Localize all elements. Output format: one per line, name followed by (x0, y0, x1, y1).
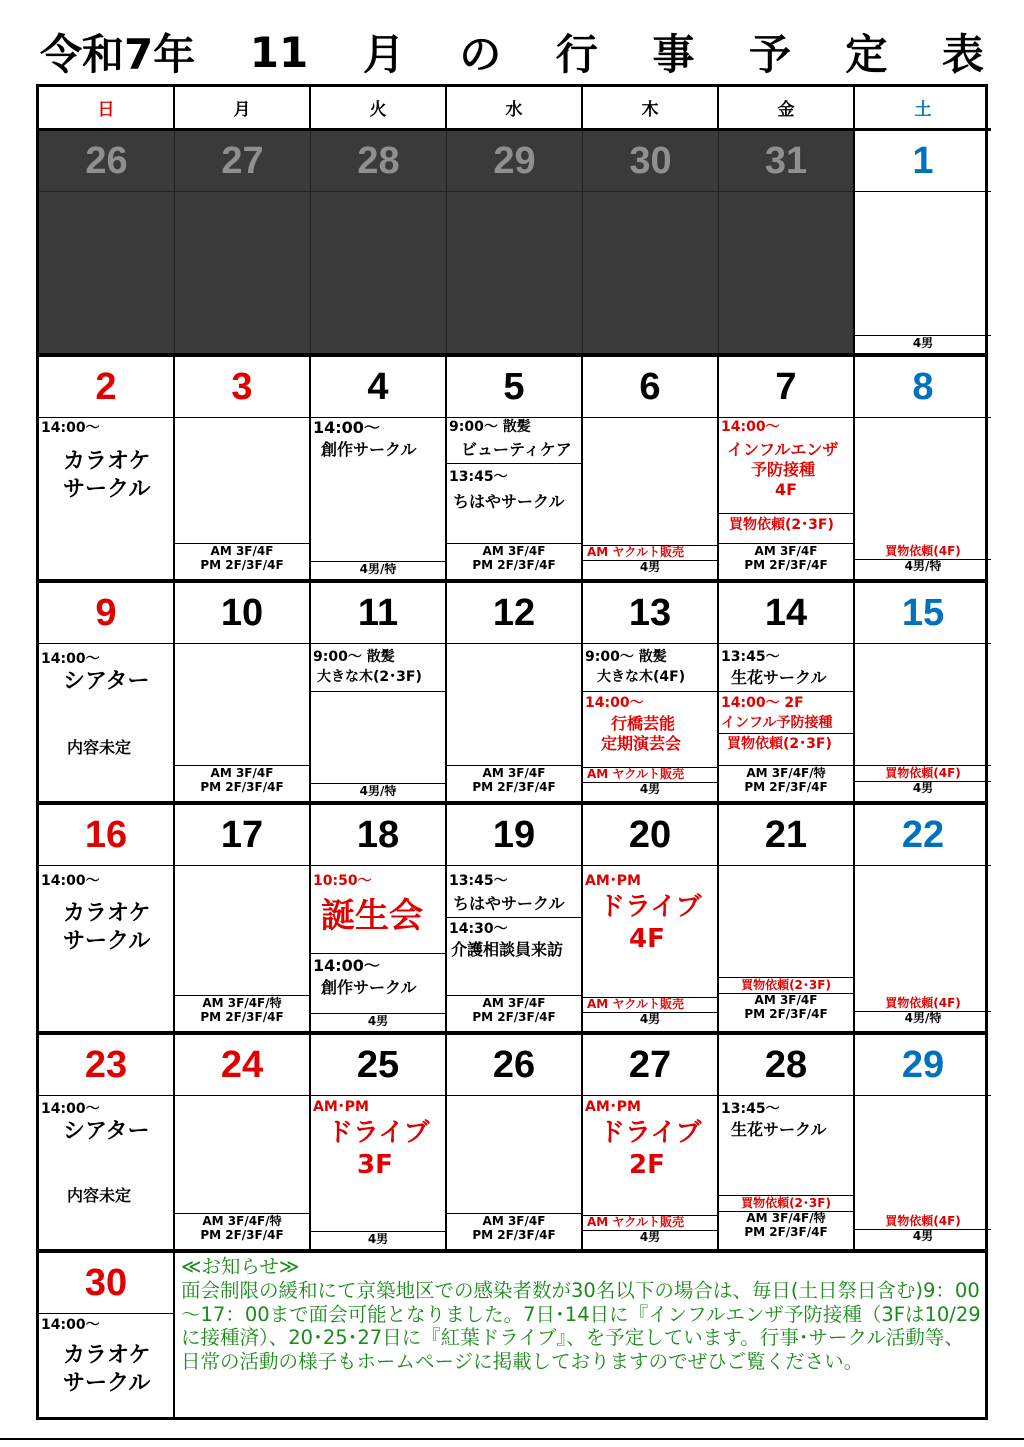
weekday-monday: 月 (175, 87, 311, 131)
event-ookinaki: 大きな木(4F) (597, 669, 686, 685)
day-number: 26 (39, 131, 174, 192)
staff-note: 4男 (583, 560, 717, 575)
day-cell-8 (855, 357, 991, 581)
day-number: 16 (39, 805, 173, 866)
event-tbd: 内容未定 (67, 738, 132, 757)
event-floor: 4F (775, 480, 798, 499)
bath-am: AM 3F/4F/特 (202, 996, 282, 1010)
yakult-sale: AM ヤクルト販売 (583, 997, 717, 1012)
bath-am: AM 3F/4F (754, 544, 818, 558)
day-number: 31 (719, 131, 853, 192)
day-number: 15 (855, 583, 991, 644)
bath-am: AM 3F/4F (482, 544, 546, 558)
event-time: 14:00～ (41, 1101, 100, 1117)
footer-notes (583, 766, 717, 803)
notice-box (177, 1251, 985, 1417)
title-char: 月 (362, 30, 405, 79)
day-cell-18 (311, 805, 447, 1033)
day-cell-prev (175, 131, 311, 355)
bath-schedule (447, 1213, 581, 1251)
staff-note: 4男 (583, 782, 717, 797)
bath-pm: PM 2F/3F/4F (472, 1227, 556, 1242)
day-cell-6 (583, 357, 719, 581)
day-cell-prev (311, 131, 447, 355)
day-cell-5 (447, 357, 583, 581)
event-time: AM･PM (585, 873, 641, 889)
event-drive: ドライブ (599, 892, 702, 922)
yakult-sale: AM ヤクルト販売 (583, 545, 717, 560)
event-flu-vaccine: 予防接種 (751, 460, 816, 479)
event-karaoke: サークル (63, 929, 151, 954)
event-haircut: 9:00～ 散髪 (313, 649, 395, 665)
bath-schedule (719, 765, 853, 803)
bath-schedule (447, 765, 581, 803)
event-time: 13:45～ (449, 469, 508, 485)
day-number: 11 (311, 583, 445, 644)
day-cell-13 (583, 583, 719, 803)
day-number: 12 (447, 583, 581, 644)
title-month-number: 11 (249, 27, 309, 77)
day-number: 14 (719, 583, 853, 644)
staff-note: 4男/特 (311, 561, 445, 581)
day-cell-29 (855, 1035, 991, 1251)
yakult-sale: AM ヤクルト販売 (583, 767, 717, 782)
day-cell-30 (39, 1253, 175, 1417)
day-cell-19 (447, 805, 583, 1033)
event-flu-vaccine: インフル予防接種 (721, 715, 833, 731)
day-cell-prev (583, 131, 719, 355)
event-flu-vaccine: インフルエンザ (727, 440, 839, 459)
event-ookinaki: 大きな木(2･3F) (317, 669, 422, 685)
shopping-request: 買物依頼(2･3F) (729, 517, 834, 533)
day-number: 18 (311, 805, 445, 866)
event-floor: 3F (357, 1150, 393, 1180)
day-number: 29 (447, 131, 582, 192)
title-char: 表 (941, 30, 984, 79)
day-cell-17 (175, 805, 311, 1033)
day-cell-12 (447, 583, 583, 803)
event-time: 10:50～ (313, 873, 372, 889)
event-karaoke: サークル (63, 477, 151, 502)
event-time: 13:45～ (449, 873, 508, 889)
bath-am: AM 3F/4F/特 (746, 766, 826, 780)
bath-schedule (447, 543, 581, 581)
shopping-request: 買物依頼(4F) (885, 544, 961, 558)
event-ikebana: 生花サークル (731, 668, 827, 687)
event-haircut: 9:00～ 散髪 (449, 419, 531, 435)
day-cell-26 (447, 1035, 583, 1251)
event-time: 14:00～ (313, 956, 380, 975)
bath-am: AM 3F/4F/特 (719, 1211, 853, 1226)
event-flu-time: 14:00～ 2F (721, 695, 804, 711)
staff-note: 4男 (583, 1012, 717, 1027)
day-number: 28 (311, 131, 446, 192)
event-karaoke: カラオケ (63, 449, 151, 474)
event-performance: 行橋芸能 (611, 714, 676, 733)
event-tbd: 内容未定 (67, 1186, 132, 1205)
title-era: 令和7年 (40, 30, 196, 79)
bath-pm: PM 2F/3F/4F (744, 779, 828, 794)
footer-notes (855, 544, 991, 581)
event-sousaku: 創作サークル (321, 978, 417, 997)
day-number: 19 (447, 805, 581, 866)
bath-schedule (175, 995, 309, 1033)
day-number: 28 (719, 1035, 853, 1096)
staff-note: 4男 (855, 335, 991, 355)
title-char: の (459, 30, 502, 79)
shopping-request: 買物依頼(2･3F) (727, 736, 832, 752)
day-number: 8 (855, 357, 991, 418)
event-sousaku: 創作サークル (321, 440, 417, 459)
bath-am: AM 3F/4F (210, 544, 274, 558)
notice-body: 面会制限の緩和にて京築地区での感染者数が30名以下の場合は、毎日(土日祭日含む)9：00～17：00まで面会可能となりました。7日･14日に『インフルエンザ予防接種（3Fは10/29に接種済）、20･25･27日に『紅葉ドライブ』、を予定しています。行事･サークル活動等、日常の活動の様子もホームページに掲載しておりますのでぜひご覧ください。 (181, 1278, 981, 1374)
event-karaoke: カラオケ (63, 901, 151, 926)
bath-am: AM 3F/4F (482, 996, 546, 1010)
event-theater: シアター (63, 1119, 150, 1144)
event-care-consultant: 介護相談員来訪 (451, 940, 564, 959)
event-time: 14:30～ (449, 921, 508, 937)
bath-pm: PM 2F/3F/4F (472, 557, 556, 572)
bath-pm: PM 2F/3F/4F (200, 1009, 284, 1024)
event-ikebana: 生花サークル (731, 1120, 827, 1139)
day-cell-14 (719, 583, 855, 803)
bath-pm: PM 2F/3F/4F (472, 779, 556, 794)
event-chihaya: ちはやサークル (453, 492, 565, 511)
event-beauty: ビューティケア (461, 440, 572, 459)
bath-schedule (447, 995, 581, 1033)
shopping-request: 買物依頼(2･3F) (741, 1196, 831, 1210)
weekday-friday: 金 (719, 87, 855, 131)
day-cell-prev (39, 131, 175, 355)
footer-notes (583, 544, 717, 581)
day-cell-16 (39, 805, 175, 1033)
footer-notes (855, 1214, 991, 1251)
day-number: 24 (175, 1035, 309, 1096)
bath-am: AM 3F/4F (210, 766, 274, 780)
day-number: 13 (583, 583, 717, 644)
day-number: 7 (719, 357, 853, 418)
shopping-request: 買物依頼(2･3F) (741, 978, 831, 992)
weekday-sunday: 日 (39, 87, 175, 131)
event-theater: シアター (63, 669, 150, 694)
day-number: 29 (855, 1035, 991, 1096)
weekday-thursday: 木 (583, 87, 719, 131)
event-time: AM･PM (313, 1099, 369, 1115)
day-number: 21 (719, 805, 853, 866)
footer-notes (583, 996, 717, 1033)
day-number: 30 (583, 131, 718, 192)
day-cell-prev (719, 131, 855, 355)
day-cell-25 (311, 1035, 447, 1251)
day-cell-20 (583, 805, 719, 1033)
event-time: 14:00～ (313, 418, 380, 437)
event-time: 14:00～ (41, 420, 100, 436)
bath-pm: PM 2F/3F/4F (744, 1224, 828, 1239)
event-time: 13:45～ (721, 649, 780, 665)
weekday-wednesday: 水 (447, 87, 583, 131)
staff-note: 4男/特 (855, 559, 991, 574)
day-number: 17 (175, 805, 309, 866)
day-number: 5 (447, 357, 581, 418)
shopping-request: 買物依頼(4F) (885, 1214, 961, 1228)
staff-note: 4男/特 (311, 783, 445, 803)
event-time: 14:00～ (41, 873, 100, 889)
day-cell-10 (175, 583, 311, 803)
footer-notes (583, 1214, 717, 1251)
event-time: 14:00～ (41, 651, 100, 667)
staff-note: 4男 (311, 1013, 445, 1033)
day-number: 27 (583, 1035, 717, 1096)
day-cell-27 (583, 1035, 719, 1251)
day-cell-prev (447, 131, 583, 355)
bath-pm: PM 2F/3F/4F (472, 1009, 556, 1024)
bath-am: AM 3F/4F (482, 766, 546, 780)
day-cell-23 (39, 1035, 175, 1251)
bath-pm: PM 2F/3F/4F (200, 1227, 284, 1242)
day-number: 3 (175, 357, 309, 418)
bath-pm: PM 2F/3F/4F (744, 557, 828, 572)
day-cell-28 (719, 1035, 855, 1251)
bath-schedule (719, 543, 853, 581)
day-cell-22 (855, 805, 991, 1033)
day-cell-3 (175, 357, 311, 581)
event-haircut: 9:00～ 散髪 (585, 649, 667, 665)
staff-note: 4男 (583, 1230, 717, 1245)
yakult-sale: AM ヤクルト販売 (583, 1215, 717, 1230)
shopping-request: 買物依頼(4F) (885, 996, 961, 1010)
day-number: 9 (39, 583, 173, 644)
bath-schedule (175, 1213, 309, 1251)
event-birthday-party: 誕生会 (321, 896, 423, 936)
calendar (36, 84, 988, 1420)
staff-note: 4男 (311, 1231, 445, 1251)
weekday-saturday: 土 (855, 87, 991, 131)
day-cell-2 (39, 357, 175, 581)
event-chihaya: ちはやサークル (453, 894, 565, 913)
day-number: 4 (311, 357, 445, 418)
title-char: 事 (652, 30, 695, 79)
bath-pm: PM 2F/3F/4F (744, 1006, 828, 1021)
staff-note: 4男 (855, 781, 991, 796)
footer-notes (855, 765, 991, 803)
title-char: 定 (845, 30, 888, 79)
page-bottom-rule (0, 1438, 1024, 1440)
day-cell-4 (311, 357, 447, 581)
day-number: 10 (175, 583, 309, 644)
shopping-request: 買物依頼(4F) (885, 766, 961, 780)
bath-schedule (175, 543, 309, 581)
footer-notes (719, 1195, 853, 1251)
bath-am: AM 3F/4F (719, 993, 853, 1008)
day-number: 27 (175, 131, 310, 192)
title-char: 行 (555, 30, 598, 79)
footer-notes (719, 977, 853, 1033)
staff-note: 4男/特 (855, 1011, 991, 1026)
title-char: 予 (748, 30, 791, 79)
bath-am: AM 3F/4F/特 (202, 1214, 282, 1228)
day-cell-9 (39, 583, 175, 803)
event-drive: ドライブ (599, 1118, 702, 1148)
event-floor: 2F (629, 1150, 665, 1180)
notice-heading: ≪お知らせ≫ (181, 1255, 300, 1278)
bath-am: AM 3F/4F (482, 1214, 546, 1228)
day-cell-24 (175, 1035, 311, 1251)
event-karaoke: カラオケ (63, 1343, 151, 1368)
day-number: 1 (855, 131, 991, 192)
day-cell-11 (311, 583, 447, 803)
event-time: 13:45～ (721, 1101, 780, 1117)
day-number: 2 (39, 357, 173, 418)
day-number: 22 (855, 805, 991, 866)
day-number: 23 (39, 1035, 173, 1096)
event-performance: 定期演芸会 (601, 734, 682, 753)
event-karaoke: サークル (63, 1371, 151, 1396)
day-number: 6 (583, 357, 717, 418)
event-time: AM･PM (585, 1099, 641, 1115)
day-number: 25 (311, 1035, 445, 1096)
day-number: 20 (583, 805, 717, 866)
bath-pm: PM 2F/3F/4F (200, 779, 284, 794)
event-drive: ドライブ (327, 1118, 430, 1148)
event-floor: 4F (629, 924, 665, 954)
bath-schedule (175, 765, 309, 803)
day-cell-7 (719, 357, 855, 581)
bath-pm: PM 2F/3F/4F (200, 557, 284, 572)
footer-notes (855, 996, 991, 1033)
event-time: 14:00～ (585, 695, 644, 711)
event-time: 14:00～ (41, 1317, 100, 1333)
day-number: 30 (39, 1253, 173, 1314)
event-time: 14:00～ (721, 419, 780, 435)
staff-note: 4男 (855, 1229, 991, 1244)
day-cell-15 (855, 583, 991, 803)
day-cell-1 (855, 131, 991, 355)
day-number: 26 (447, 1035, 581, 1096)
day-cell-21 (719, 805, 855, 1033)
page-title (40, 20, 984, 84)
weekday-tuesday: 火 (311, 87, 447, 131)
